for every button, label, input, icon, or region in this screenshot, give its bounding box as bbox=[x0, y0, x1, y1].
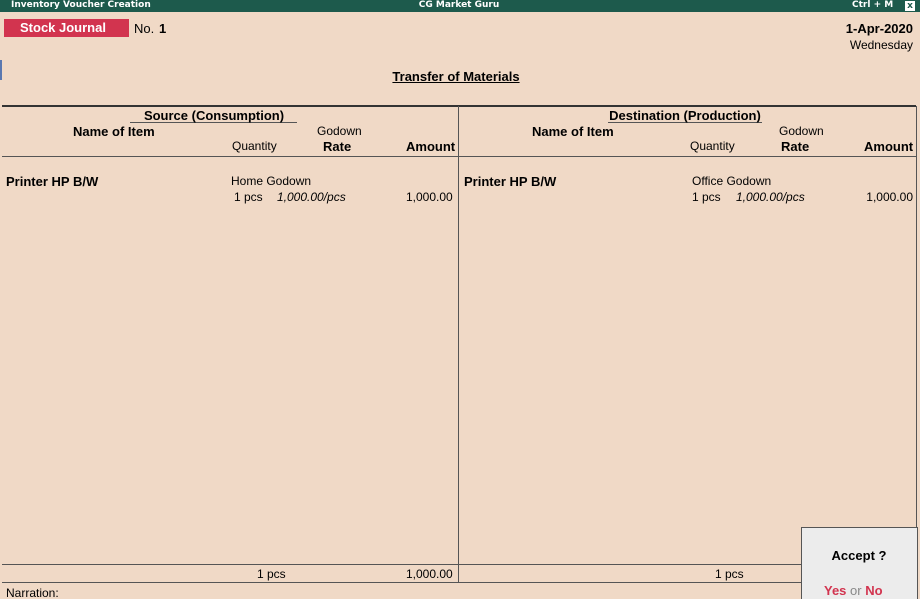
destination-col-item: Name of Item bbox=[532, 124, 614, 139]
window-titlebar bbox=[0, 0, 920, 12]
accept-dialog bbox=[801, 527, 918, 599]
totals-top-border bbox=[2, 564, 916, 565]
voucher-day: Wednesday bbox=[849, 38, 913, 52]
window-edge bbox=[0, 60, 2, 80]
destination-item-rate[interactable]: 1,000.00/pcs bbox=[736, 190, 805, 204]
source-total-quantity: 1 pcs bbox=[257, 567, 286, 581]
source-item-rate[interactable]: 1,000.00/pcs bbox=[277, 190, 346, 204]
destination-item-amount[interactable]: 1,000.00 bbox=[866, 190, 913, 204]
voucher-no-value[interactable]: 1 bbox=[159, 21, 167, 36]
source-item-name[interactable]: Printer HP B/W bbox=[6, 174, 99, 189]
voucher-heading: Transfer of Materials bbox=[392, 69, 520, 84]
close-icon[interactable]: x bbox=[905, 1, 915, 11]
source-title: Source (Consumption) bbox=[143, 108, 285, 123]
source-total-amount: 1,000.00 bbox=[406, 567, 453, 581]
source-item-godown[interactable]: Home Godown bbox=[231, 174, 312, 188]
source-col-item: Name of Item bbox=[73, 124, 155, 139]
no-button[interactable]: No bbox=[865, 583, 883, 598]
header-bottom-border bbox=[2, 156, 916, 157]
voucher-date[interactable]: 1-Apr-2020 bbox=[845, 21, 913, 36]
destination-col-amount: Amount bbox=[864, 139, 914, 154]
voucher-no-label: No. bbox=[134, 21, 155, 36]
shortcut-label: Ctrl + M bbox=[852, 0, 894, 10]
source-col-godown: Godown bbox=[317, 124, 362, 138]
destination-item-quantity[interactable]: 1 pcs bbox=[692, 190, 721, 204]
right-border bbox=[916, 106, 917, 582]
narration-label: Narration: bbox=[6, 586, 59, 599]
or-label: or bbox=[850, 583, 862, 598]
destination-item-name[interactable]: Printer HP B/W bbox=[464, 174, 557, 189]
totals-bottom-border bbox=[2, 582, 916, 583]
destination-col-godown: Godown bbox=[779, 124, 824, 138]
company-name: CG Market Guru bbox=[418, 0, 500, 10]
column-divider bbox=[458, 106, 459, 582]
source-col-rate: Rate bbox=[323, 139, 352, 154]
destination-col-rate: Rate bbox=[781, 139, 810, 154]
destination-total-quantity: 1 pcs bbox=[715, 567, 744, 581]
source-col-amount: Amount bbox=[406, 139, 456, 154]
window-title: Inventory Voucher Creation bbox=[11, 0, 151, 10]
source-col-quantity: Quantity bbox=[232, 139, 277, 153]
accept-question: Accept ? bbox=[831, 548, 887, 563]
destination-col-quantity: Quantity bbox=[690, 139, 735, 153]
destination-title: Destination (Production) bbox=[609, 108, 761, 123]
source-item-quantity[interactable]: 1 pcs bbox=[234, 190, 263, 204]
yes-button[interactable]: Yes bbox=[824, 583, 847, 598]
voucher-type-badge[interactable]: Stock Journal bbox=[4, 19, 129, 37]
table-top-border bbox=[2, 105, 916, 107]
destination-item-godown[interactable]: Office Godown bbox=[692, 174, 772, 188]
accept-options bbox=[824, 583, 883, 598]
source-item-amount[interactable]: 1,000.00 bbox=[406, 190, 453, 204]
